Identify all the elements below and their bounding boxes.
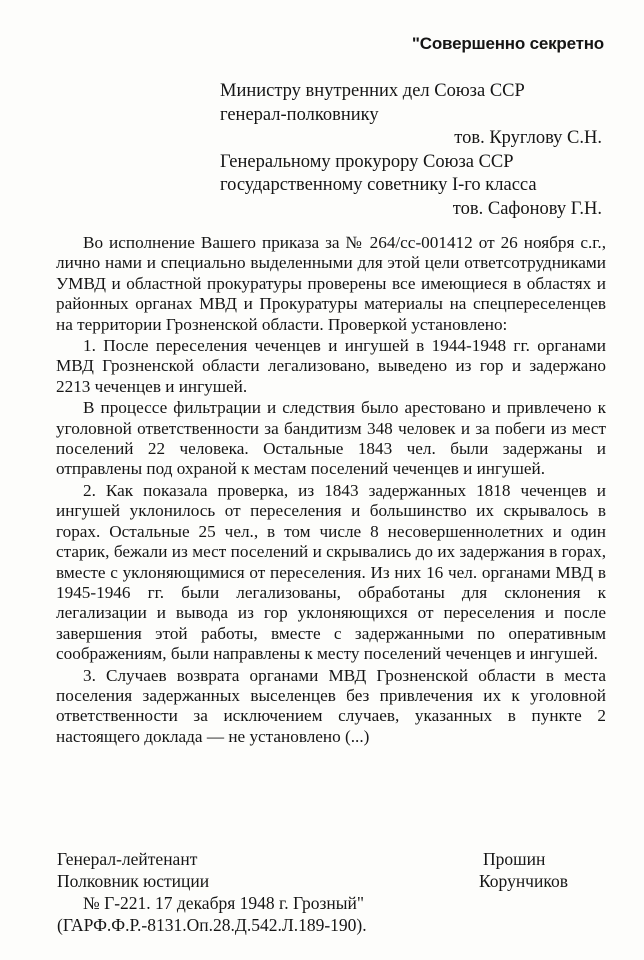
addressee-line: Министру внутренних дел Союза ССР — [220, 81, 525, 101]
addressee-line: Генеральному прокурору Союза ССР — [220, 151, 514, 172]
document-reference: № Г-221. 17 декабря 1948 г. Грозный" — [83, 893, 365, 913]
paragraph-point-3: 3. Случаев возврата органами МВД Грозненской области в места поселения задержанных выселенцев без привлечения их к уголовной ответственности за исключением случаев, указанных в пункте 2 настоящего доклада — не установлено (...) — [56, 665, 606, 746]
signature-name: Корунчиков — [479, 871, 568, 891]
addressee-block — [220, 80, 604, 221]
paragraph-point-1: 1. После переселения чеченцев и ингушей в 1944-1948 гг. органами МВД Грозненской области легализовано, выведено из гор и задержано 2213 чеченцев и ингушей. — [56, 336, 606, 396]
addressee-name: тов. Сафонову Г.Н. — [452, 198, 602, 219]
paragraph-intro: Во исполнение Вашего приказа за № 264/сс-001412 от 26 ноября с.г., лично нами и специально выделенными для этой цели ответсотрудниками УМВД и областной прокуратуры проверены все имеющиеся в областях и районных органах МВД и Прокуратуры материалы на спецпереселенцев на территории Грозненской области. Проверкой установлено: — [56, 233, 606, 334]
addressee-line: генерал-полковнику — [220, 104, 379, 125]
signature-title: Генерал-лейтенант — [57, 849, 198, 869]
paragraph-filtration: В процессе фильтрации и следствия было арестовано и привлечено к уголовной ответственности за бандитизм 348 человек и за побеги из мест поселений 22 человека. Остальные 1843 чел. были задержаны и отправлены под охраной к местам поселений чеченцев и ингушей. — [56, 398, 606, 479]
signature-name: Прошин — [483, 849, 546, 869]
addressee-name: тов. Круглову С.Н. — [454, 128, 602, 148]
signature-title: Полковник юстиции — [57, 871, 210, 891]
addressee-line: государственному советнику I-го класса — [220, 175, 537, 195]
paragraph-point-2: 2. Как показала проверка, из 1843 задержанных 1818 чеченцев и ингушей уклонилось от переселения и большинство их скрывалось в горах. Остальные 25 чел., в том числе 8 несовершеннолетних и один старик, бежали из мест поселений и скрывались до их задержания в горах, вместе с уклоняющимися от переселения. Из них 16 чел. органами МВД в 1945-1946 гг. были легализованы, обработаны для склонения к легализации и вывода из гор уклоняющихся от переселения и после завершения этой работы, вместе с задержанными по оперативным соображениям, были направлены к месту поселений чеченцев и ингушей. — [56, 480, 606, 664]
archive-reference: (ГАРФ.Ф.Р.-8131.Оп.28.Д.542.Л.189-190). — [57, 915, 367, 935]
classification-stamp: "Совершенно секретно — [411, 34, 604, 53]
report-body — [56, 233, 606, 747]
